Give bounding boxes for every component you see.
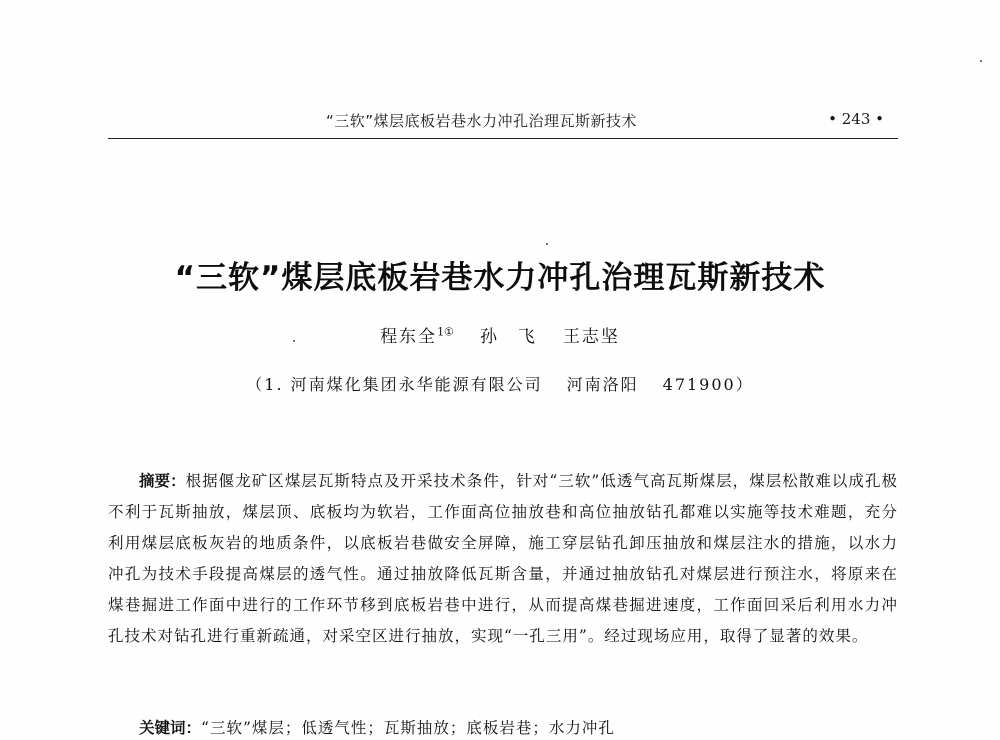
- paper-title: “三软”煤层底板岩巷水力冲孔治理瓦斯新技术: [174, 260, 826, 296]
- affiliation-place: 河南洛阳: [566, 375, 639, 394]
- header-rule: [108, 138, 898, 139]
- author-name: 程东全: [380, 327, 438, 347]
- running-header: [108, 110, 898, 134]
- abstract-text: 根据偃龙矿区煤层瓦斯特点及开采技术条件，针对“三软”低透气高瓦斯煤层，煤层松散难以成孔极不利于瓦斯抽放，煤层顶、底板均为软岩，工作面高位抽放巷和高位抽放钻孔都难以实施等技术难题，充分利用煤层底板灰岩的地质条件，以底板岩巷做安全屏障，施工穿层钻孔卸压抽放和煤层注水的措施，以水力冲孔为技术手段提高煤层的透气性。通过抽放降低瓦斯含量，并通过抽放钻孔对煤层进行预注水，将原来在煤巷掘进工作面中进行的工作环节移到底板岩巷中进行，从而提高煤巷掘进速度，工作面回采后利用水力冲孔技术对钻孔进行重新疏通，对采空区进行抽放，实现“一孔三用”。经过现场应用，取得了显著的效果。: [108, 472, 898, 645]
- affiliation-line: [0, 372, 1000, 395]
- author-footnote-marker: 1①: [437, 325, 454, 339]
- scan-speck: [980, 60, 982, 62]
- affiliation-postcode: 471900）: [662, 375, 754, 394]
- affiliation-org: （1. 河南煤化集团永华能源有限公司: [246, 375, 543, 394]
- abstract-paragraph: [108, 466, 898, 652]
- keywords-text: “三软”煤层；低透气性；瓦斯抽放；底板岩巷；水力冲孔: [201, 719, 615, 737]
- running-head-title: “三软”煤层底板岩巷水力冲孔治理瓦斯新技术: [326, 112, 638, 130]
- keywords-line: [108, 716, 898, 738]
- author-name: 孙 飞: [479, 327, 537, 347]
- scan-speck: [293, 340, 295, 342]
- keywords-label: 关键词：: [139, 719, 202, 737]
- page-number: • 243 •: [828, 110, 884, 128]
- scan-speck: [546, 243, 548, 245]
- author-name: 王志坚: [562, 327, 620, 347]
- author-line: [0, 322, 1000, 347]
- abstract-label: 摘要：: [139, 472, 186, 490]
